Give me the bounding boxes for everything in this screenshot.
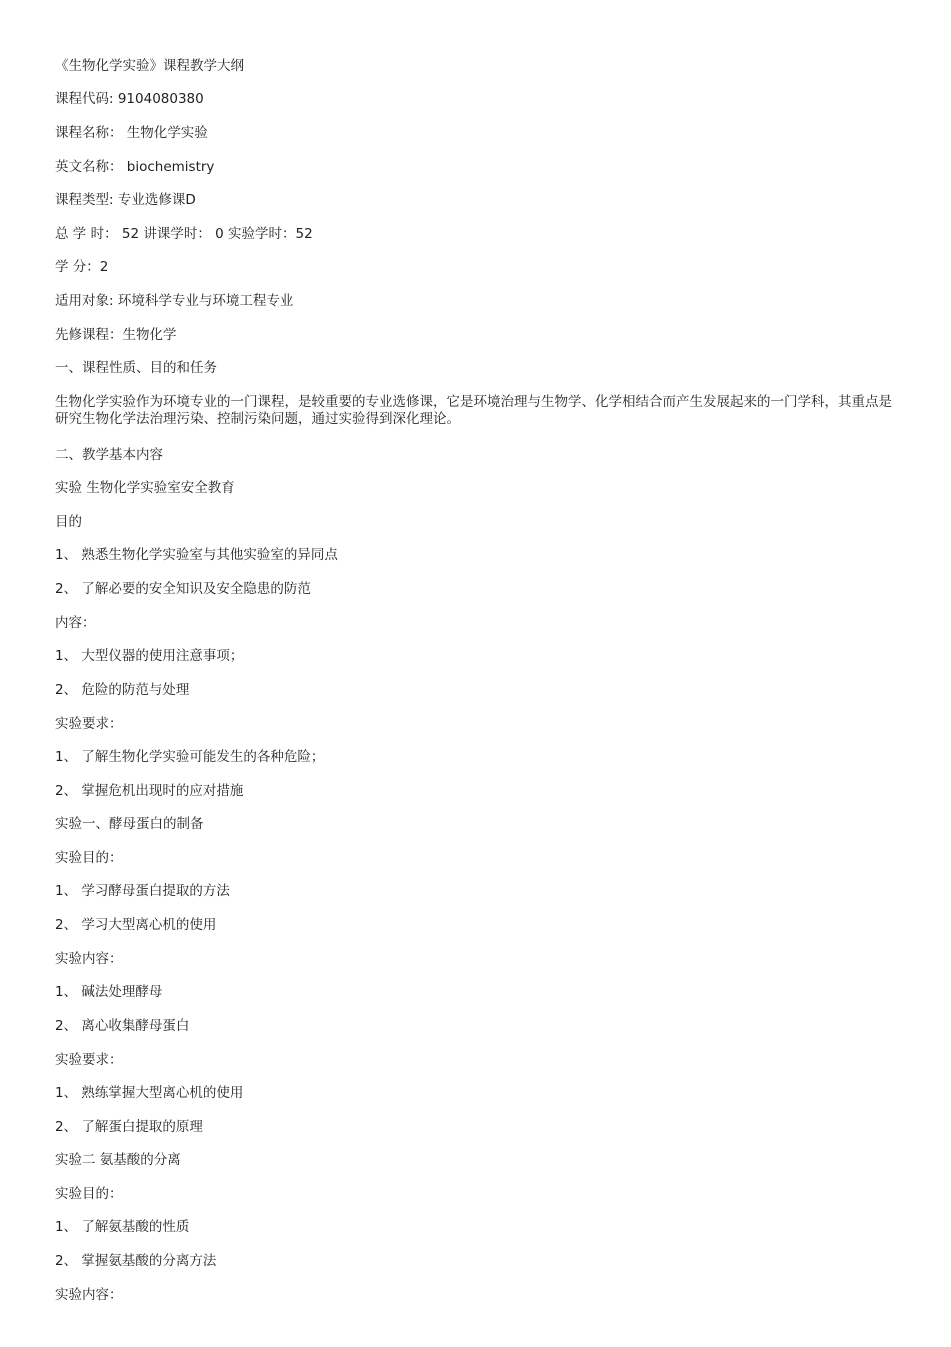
experiment-1-purpose-label: 实验目的： (55, 850, 123, 866)
list-item: 2、 学习大型离心机的使用 (55, 917, 217, 933)
list-item: 1、 了解氨基酸的性质 (55, 1219, 190, 1235)
experiment-safety-title: 实验 生物化学实验室安全教育 (55, 480, 235, 496)
list-item: 1、 碱法处理酵母 (55, 984, 163, 1000)
list-item: 1、 大型仪器的使用注意事项； (55, 648, 244, 664)
experiment-2-content-label: 实验内容： (55, 1287, 123, 1303)
list-item: 2、 掌握氨基酸的分离方法 (55, 1253, 217, 1269)
document-title: 《生物化学实验》课程教学大纲 (55, 58, 244, 74)
course-hours: 总 学 时： 52 讲课学时： 0 实验学时：52 (55, 226, 313, 242)
english-name: 英文名称： biochemistry (55, 159, 215, 175)
course-name: 课程名称： 生物化学实验 (55, 125, 208, 141)
list-item: 1、 了解生物化学实验可能发生的各种危险； (55, 749, 325, 765)
course-code: 课程代码: 9104080380 (55, 91, 204, 107)
list-item: 2、 危险的防范与处理 (55, 682, 190, 698)
experiment-safety-content-label: 内容： (55, 615, 96, 631)
list-item: 2、 了解蛋白提取的原理 (55, 1119, 203, 1135)
experiment-safety-requirement-label: 实验要求： (55, 716, 123, 732)
list-item: 1、 学习酵母蛋白提取的方法 (55, 883, 230, 899)
list-item: 2、 了解必要的安全知识及安全隐患的防范 (55, 581, 311, 597)
prerequisite-course: 先修课程：生物化学 (55, 327, 177, 343)
list-item: 1、 熟练掌握大型离心机的使用 (55, 1085, 244, 1101)
target-audience: 适用对象: 环境科学专业与环境工程专业 (55, 293, 294, 309)
list-item: 2、 离心收集酵母蛋白 (55, 1018, 190, 1034)
experiment-1-title: 实验一、酵母蛋白的制备 (55, 816, 204, 832)
experiment-1-content-label: 实验内容： (55, 951, 123, 967)
list-item: 2、 掌握危机出现时的应对措施 (55, 783, 244, 799)
section-1-heading: 一、课程性质、目的和任务 (55, 360, 217, 376)
experiment-1-requirement-label: 实验要求： (55, 1052, 123, 1068)
section-1-paragraph: 生物化学实验作为环境专业的一门课程，是较重要的专业选修课，它是环境治理与生物学、化学相结合而产生发展起来的一门学科，其重点是研究生物化学法治理污染、控制污染问题，通过实验得到深化理论。 (55, 394, 892, 427)
section-2-heading: 二、教学基本内容 (55, 447, 163, 463)
experiment-2-title: 实验二 氨基酸的分离 (55, 1152, 181, 1168)
experiment-2-purpose-label: 实验目的： (55, 1186, 123, 1202)
list-item: 1、 熟悉生物化学实验室与其他实验室的异同点 (55, 547, 338, 563)
course-credits: 学 分：2 (55, 259, 109, 275)
experiment-safety-purpose-label: 目的 (55, 514, 82, 530)
course-type: 课程类型: 专业选修课D (55, 192, 196, 208)
